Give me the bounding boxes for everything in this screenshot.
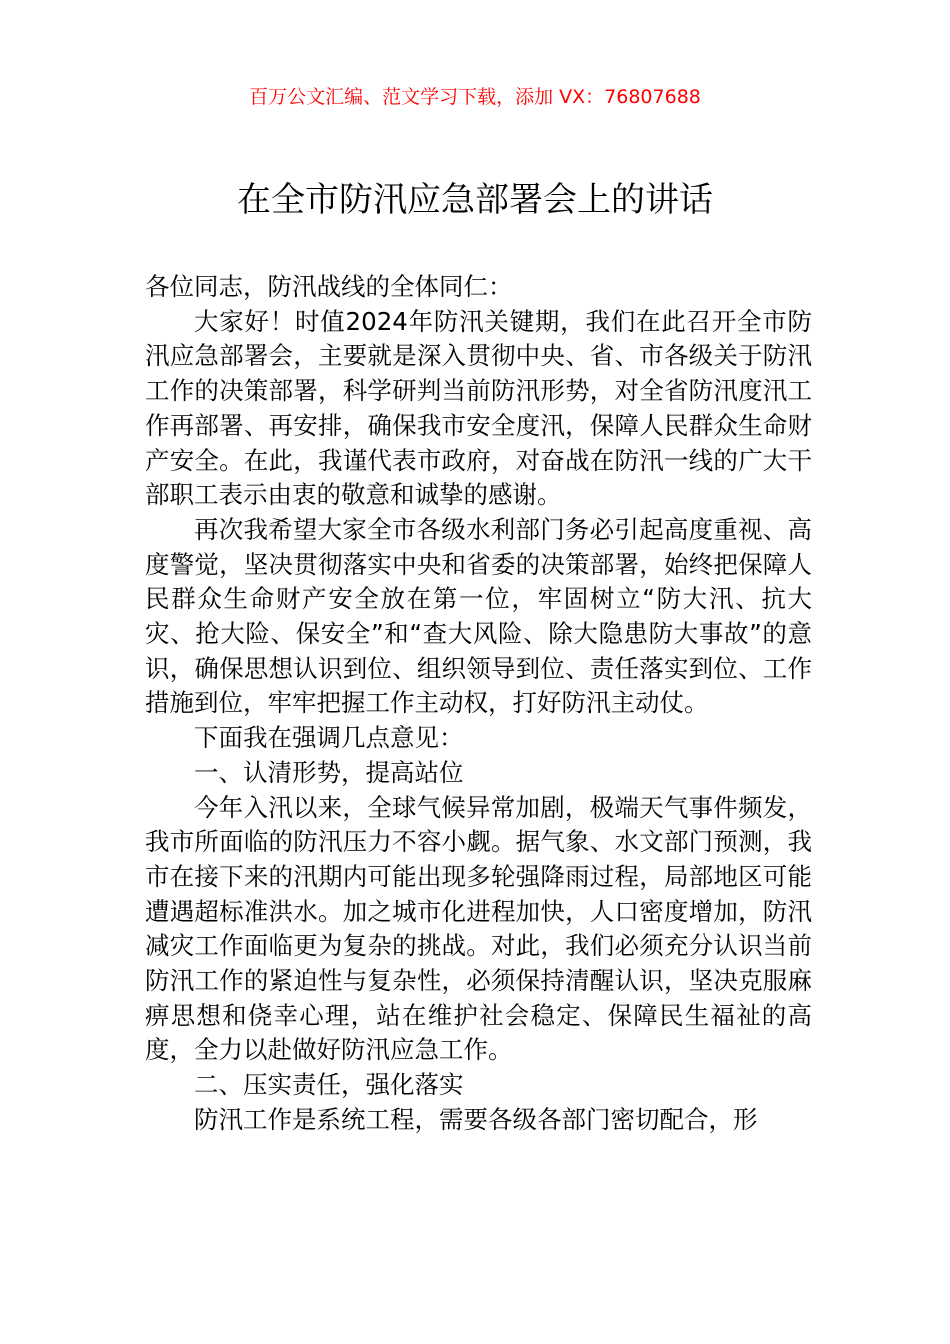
section-2-heading: 二、压实责任，强化落实 xyxy=(194,1070,464,1100)
document-title: 在全市防汛应急部署会上的讲话 xyxy=(237,180,713,220)
paragraph-opening: 大家好！时值2024年防汛关键期，我们在此召开全市防汛应急部署会，主要就是深入贯彻中央、省、市各级关于防汛工作的决策部署，科学研判当前防汛形势，对全省防汛度汛工作再部署、再安排，确保我市安全度汛，保障人民群众生命财产安全。在此，我谨代表市政府，对奋战在防汛一线的广大干部职工表示由衷的敬意和诚挚的感谢。 xyxy=(145,306,812,510)
section-1-text: 今年入汛以来，全球气候异常加剧，极端天气事件频发，我市所面临的防汛压力不容小觑。据气象、水文部门预测，我市在接下来的汛期内可能出现多轮强降雨过程，局部地区可能遭遇超标准洪水。加之城市化进程加快，人口密度增加，防汛减灾工作面临更为复杂的挑战。对此，我们必须充分认识当前防汛工作的紧迫性与复杂性，必须保持清醒认识，坚决克服麻痹思想和侥幸心理，站在维护社会稳定、保障民生福祉的高度，全力以赴做好防汛应急工作。 xyxy=(145,792,812,1065)
paragraph-requirements: 再次我希望大家全市各级水利部门务必引起高度重视、高度警觉，坚决贯彻落实中央和省委的决策部署，始终把保障人民群众生命财产安全放在第一位，牢固树立“防大汛、抗大灾、抢大险、保安全”和“查大风险、除大隐患防大事故”的意识，确保思想认识到位、组织领导到位、责任落实到位、工作措施到位，牢牢把握工作主动权，打好防汛主动仗。 xyxy=(145,514,812,718)
salutation: 各位同志，防汛战线的全体同仁： xyxy=(145,272,513,301)
header-note: 百万公文汇编、范文学习下载，添加 VX：76807688 xyxy=(249,86,701,108)
section-1-heading: 一、认清形势，提高站位 xyxy=(194,757,464,787)
document-body xyxy=(145,270,812,1138)
section-2-text: 防汛工作是系统工程，需要各级各部门密切配合，形 xyxy=(194,1104,758,1134)
paragraph-intro-points: 下面我在强调几点意见： xyxy=(194,723,464,753)
